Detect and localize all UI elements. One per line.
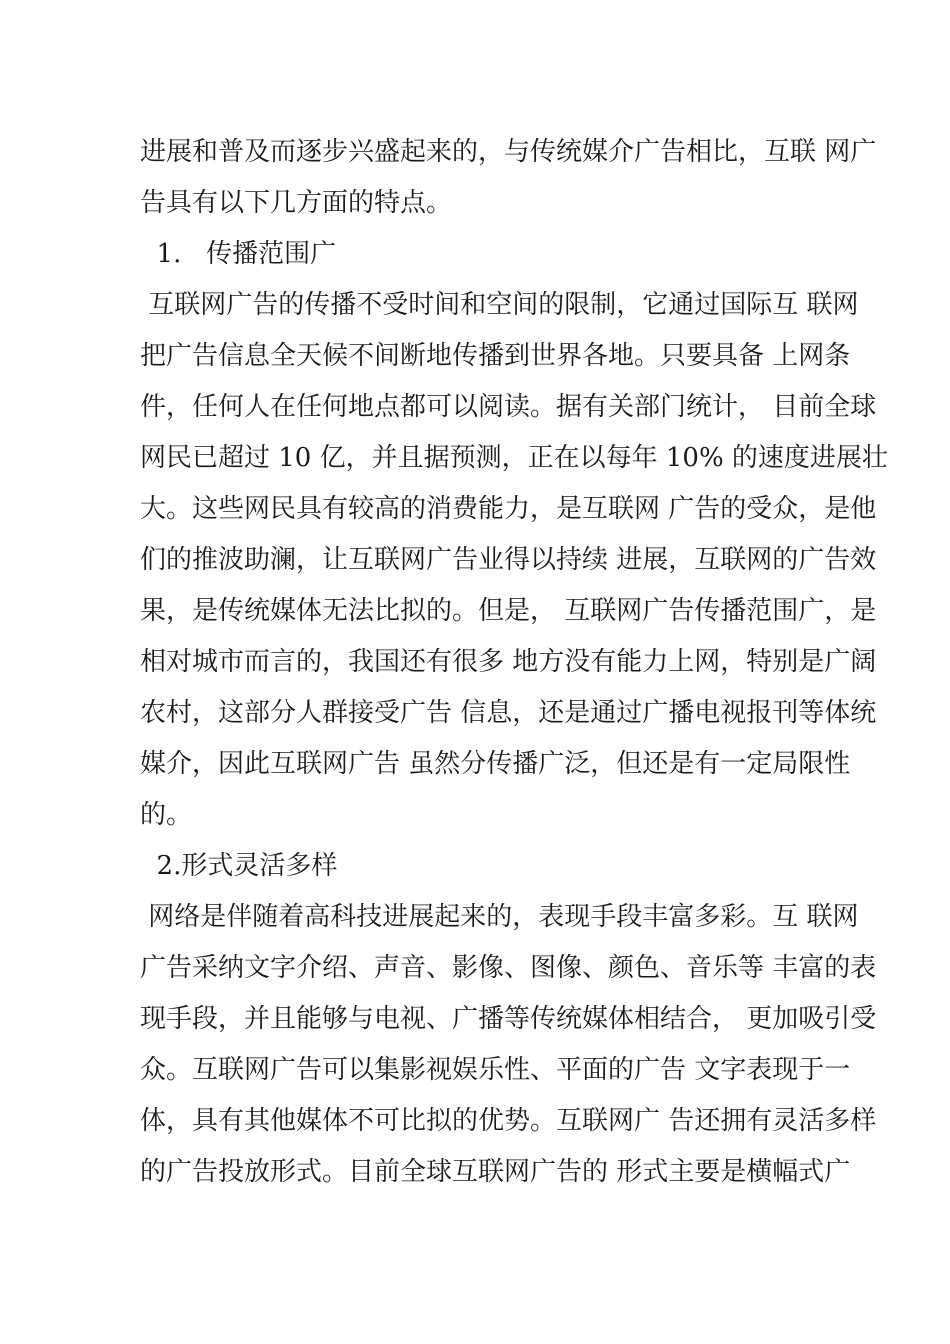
text-line: 大。这些网民具有较高的消费能力，是互联网 广告的受众，是他 — [140, 494, 877, 524]
text-line: 体，具有其他媒体不可比拟的优势。互联网广 告还拥有灵活多样 — [140, 1106, 877, 1136]
text-line: 件，任何人在任何地点都可以阅读。据有关部门统计， 目前全球 — [140, 392, 877, 422]
text-line: 果，是传统媒体无法比拟的。但是， 互联网广告传播范围广，是 — [140, 596, 877, 626]
text-line: 相对城市而言的，我国还有很多 地方没有能力上网，特别是广阔 — [140, 647, 877, 677]
text-line: 现手段，并且能够与电视、广播等传统媒体相结合， 更加吸引受 — [140, 1004, 877, 1034]
text-line: 媒介，因此互联网广告 虽然分传播广泛，但还是有一定局限性 — [140, 749, 851, 779]
text-line: 进展和普及而逐步兴盛起来的，与传统媒介广告相比，互联 网广 — [140, 137, 877, 167]
text-line: 告具有以下几方面的特点。 — [140, 188, 453, 218]
text-line: 的广告投放形式。目前全球互联网广告的 形式主要是横幅式广 — [140, 1157, 851, 1187]
text-line: 农村，这部分人群接受广告 信息，还是通过广播电视报刊等体统 — [140, 698, 877, 728]
section-heading: 2.形式灵活多样 — [140, 851, 338, 881]
text-line: 把广告信息全天候不间断地传播到世界各地。只要具备 上网条 — [140, 341, 851, 371]
text-line: 广告采纳文字介绍、声音、影像、图像、颜色、音乐等 丰富的表 — [140, 953, 877, 983]
text-line: 们的推波助澜，让互联网广告业得以持续 进展，互联网的广告效 — [140, 545, 877, 575]
text-line: 互联网广告的传播不受时间和空间的限制，它通过国际互 联网 — [140, 290, 859, 320]
text-line: 网络是伴随着高科技进展起来的，表现手段丰富多彩。互 联网 — [140, 902, 859, 932]
section-heading: 1. 传播范围广 — [140, 239, 337, 269]
text-line: 网民已超过 10 亿，并且据预测，正在以每年 10% 的速度进展壮 — [140, 443, 888, 473]
text-line: 的。 — [140, 800, 193, 830]
text-line: 众。互联网广告可以集影视娱乐性、平面的广告 文字表现于一 — [140, 1055, 851, 1085]
